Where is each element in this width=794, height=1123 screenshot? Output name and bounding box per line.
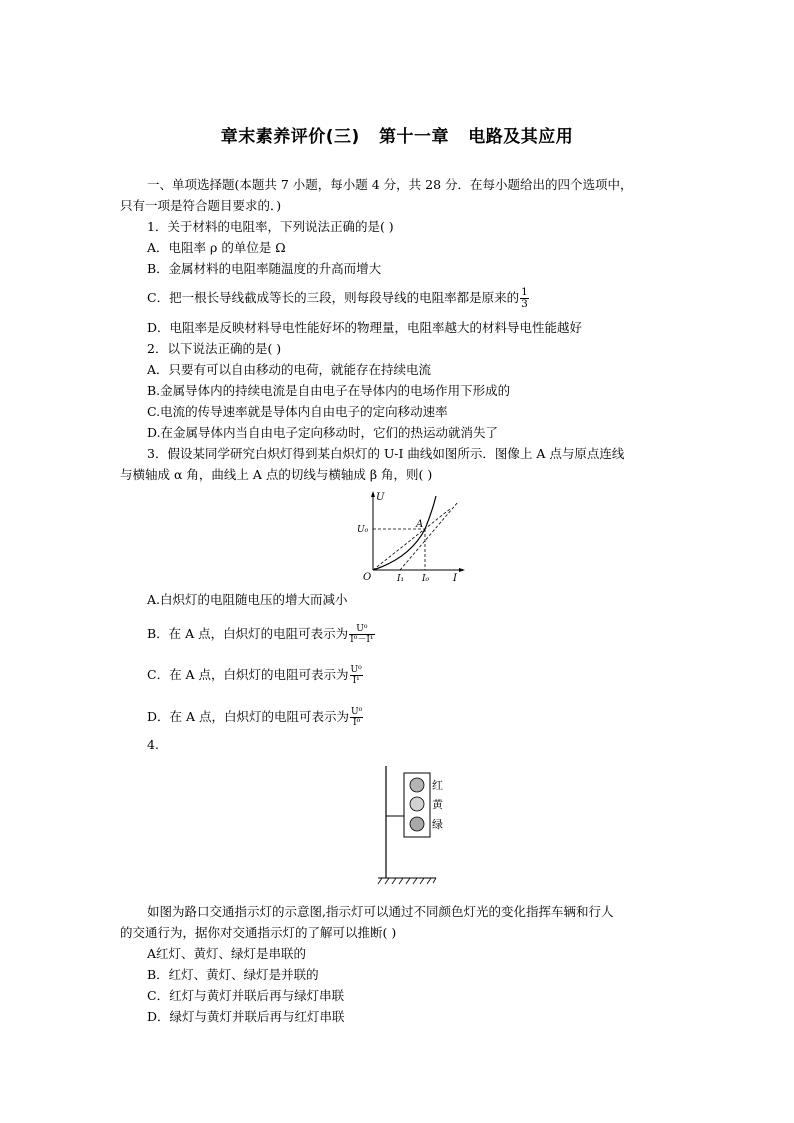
tangent-line bbox=[400, 502, 458, 570]
q3-stem-line2: 与横轴成 α 角，曲线上 A 点的切线与横轴成 β 角，则( ) bbox=[120, 467, 433, 482]
q2-option-b: B.金属导体内的持续电流是自由电子在导体内的电场作用下形成的 bbox=[147, 383, 511, 398]
fraction-numerator: 1 bbox=[521, 286, 528, 298]
i1-label: I₁ bbox=[397, 574, 405, 584]
q2-stem: 2．以下说法正确的是( ) bbox=[147, 341, 282, 356]
red-label: 红 bbox=[432, 779, 443, 792]
q4-option-a: A红灯、黄灯、绿灯是串联的 bbox=[147, 946, 307, 961]
q4-option-c: C．红灯与黄灯并联后再与绿灯串联 bbox=[147, 988, 345, 1003]
q3-stem-line1: 3．假设某同学研究白炽灯得到某白炽灯的 U-I 曲线如图所示．图像上 A 点与原点连线 bbox=[147, 446, 625, 461]
q3-option-b-fraction bbox=[349, 624, 374, 645]
red-lamp-icon bbox=[410, 778, 424, 792]
q3-ui-curve-figure bbox=[350, 488, 470, 584]
q2-option-d: D.在金属导体内当自由电子定向移动时，它们的热运动就消失了 bbox=[147, 425, 499, 440]
q4-option-d: D．绿灯与黄灯并联后再与红灯串联 bbox=[147, 1009, 345, 1024]
fraction-numerator: U⁰ bbox=[350, 665, 362, 675]
q1-option-a: A．电阻率 ρ 的单位是 Ω bbox=[147, 240, 286, 255]
q3-option-b-text: B．在 A 点，白炽灯的电阻可表示为 bbox=[147, 626, 349, 641]
q3-option-a: A.白炽灯的电阻随电压的增大而减小 bbox=[147, 592, 348, 607]
q3-option-d-text: D．在 A 点，白炽灯的电阻可表示为 bbox=[147, 709, 349, 724]
point-a-label: A bbox=[416, 519, 424, 530]
origin-chord-line bbox=[373, 509, 450, 570]
q2-option-a: A．只要有可以自由移动的电荷，就能存在持续电流 bbox=[147, 362, 432, 377]
q3-option-c bbox=[147, 665, 363, 686]
q1-option-b: B．金属材料的电阻率随温度的升高而增大 bbox=[147, 261, 382, 276]
section-instruction-line1: 一、单项选择题(本题共 7 小题，每小题 4 分，共 28 分．在每小题给出的四个选项中， bbox=[147, 177, 633, 192]
ui-curve bbox=[373, 496, 436, 570]
fraction-denominator: I⁰－I¹ bbox=[350, 635, 374, 645]
green-lamp-icon bbox=[410, 817, 424, 831]
u-axis-arrow bbox=[371, 491, 375, 497]
q1-option-d: D．电阻率是反映材料导电性能好坏的物理量，电阻率越大的材料导电性能越好 bbox=[147, 320, 583, 335]
q4-number: 4. bbox=[147, 737, 159, 752]
i0-label: I₀ bbox=[422, 574, 430, 584]
q1-option-c-text: C．把一根长导线截成等长的三段，则每段导线的电阻率都是原来的 bbox=[147, 290, 520, 305]
yellow-label: 黄 bbox=[432, 798, 443, 811]
i-axis-label: I bbox=[453, 573, 457, 584]
fraction-denominator: I⁰ bbox=[353, 718, 361, 728]
origin-label: O bbox=[363, 572, 372, 583]
q4-option-b: B．红灯、黄灯、绿灯是并联的 bbox=[147, 967, 319, 982]
q3-option-c-text: C．在 A 点，白炽灯的电阻可表示为 bbox=[147, 667, 349, 682]
q3-option-c-fraction bbox=[350, 665, 363, 686]
section-instruction-line2: 只有一项是符合题目要求的．) bbox=[120, 198, 282, 213]
page-title: 章末素养评价(三) 第十一章 电路及其应用 bbox=[220, 127, 574, 147]
q3-option-d-fraction bbox=[350, 707, 363, 728]
fraction-numerator: U⁰ bbox=[351, 707, 363, 717]
q1-stem: 1．关于材料的电阻率，下列说法正确的是( ) bbox=[147, 219, 394, 234]
u0-label: U₀ bbox=[357, 525, 369, 535]
q4-traffic-light-figure bbox=[374, 764, 450, 888]
q3-option-b bbox=[147, 624, 375, 645]
q3-option-d bbox=[147, 707, 363, 728]
q4-stem-line1: 如图为路口交通指示灯的示意图,指示灯可以通过不同颜色灯光的变化指挥车辆和行人 bbox=[147, 904, 614, 919]
green-label: 绿 bbox=[432, 818, 443, 831]
fraction-denominator: 3 bbox=[521, 298, 528, 310]
q1-option-c-fraction bbox=[520, 287, 529, 310]
i-axis-arrow bbox=[459, 568, 465, 572]
q4-stem-line2: 的交通行为，据你对交通指示灯的了解可以推断( ) bbox=[120, 925, 397, 940]
u-axis-label: U bbox=[376, 492, 385, 503]
fraction-denominator: I¹ bbox=[352, 676, 360, 686]
q2-option-c: C.电流的传导速率就是导体内自由电子的定向移动速率 bbox=[147, 404, 448, 419]
ground-hatching bbox=[378, 878, 436, 884]
fraction-numerator: U⁰ bbox=[349, 624, 374, 635]
yellow-lamp-icon bbox=[410, 797, 424, 811]
q1-option-c bbox=[147, 287, 529, 310]
